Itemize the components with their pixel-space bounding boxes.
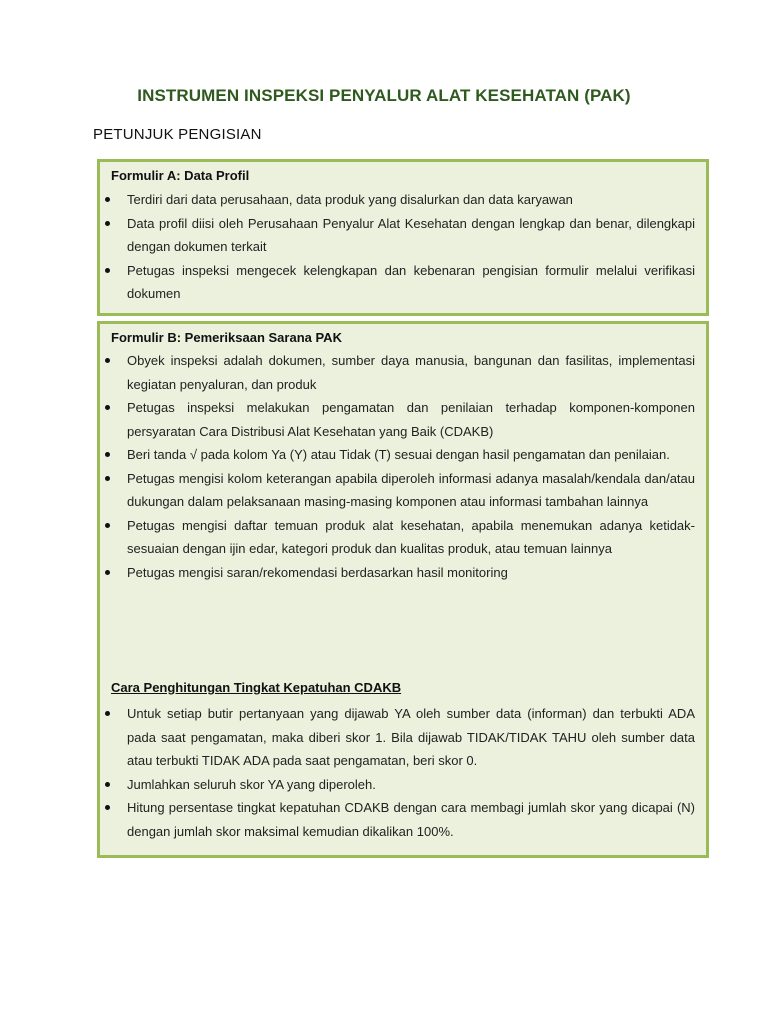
list-item-text: Petugas mengisi kolom keterangan apabila diperoleh informasi adanya masalah/kendala dan/atau dukungan dalam pelaksanaan masing-masing komponen atau informasi tambahan lainnya <box>127 470 695 509</box>
bullet-icon <box>105 358 110 363</box>
list-item <box>100 773 704 797</box>
list-item-text: Obyek inspeksi adalah dokumen, sumber daya manusia, bangunan dan fasilitas, implementasi kegiatan penyaluran, dan produk <box>127 353 695 392</box>
bullet-icon <box>105 570 110 575</box>
list-item <box>100 443 704 467</box>
bullet-icon <box>105 405 110 410</box>
form-a-heading: Formulir A: Data Profil <box>111 168 250 183</box>
form-b-box <box>97 321 709 858</box>
list-item <box>100 514 704 561</box>
list-item-text: Data profil diisi oleh Perusahaan Penyalur Alat Kesehatan dengan lengkap dan benar, dilengkapi dengan dokumen terkait <box>127 215 695 254</box>
list-item <box>100 188 704 212</box>
calculation-heading: Cara Penghitungan Tingkat Kepatuhan CDAKB <box>111 680 402 695</box>
list-item-text: Hitung persentase tingkat kepatuhan CDAKB dengan cara membagi jumlah skor yang dicapai (N) dengan jumlah skor maksimal kemudian dikalikan 100%. <box>127 800 695 839</box>
list-item-text: Petugas inspeksi melakukan pengamatan dan penilaian terhadap komponen-komponen persyaratan Cara Distribusi Alat Kesehatan yang Baik (CDAKB) <box>127 400 695 439</box>
list-item <box>100 396 704 443</box>
form-a-list <box>100 188 704 306</box>
bullet-icon <box>105 221 110 226</box>
form-a-box <box>97 159 709 316</box>
list-item <box>100 349 704 396</box>
bullet-icon <box>105 476 110 481</box>
bullet-icon <box>105 782 110 787</box>
bullet-icon <box>105 197 110 202</box>
calculation-list <box>100 702 704 843</box>
list-item <box>100 561 704 585</box>
list-item-text: Petugas mengisi saran/rekomendasi berdasarkan hasil monitoring <box>127 564 508 580</box>
bullet-icon <box>105 268 110 273</box>
bullet-icon <box>105 805 110 810</box>
list-item-text: Untuk setiap butir pertanyaan yang dijawab YA oleh sumber data (informan) dan terbukti ADA pada saat pengamatan, maka diberi skor 1. Bila dijawab TIDAK/TIDAK TAHU oleh sumber data atau terbukti TIDAK ADA pada saat pengamatan, beri skor 0. <box>127 706 695 768</box>
section-heading: PETUNJUK PENGISIAN <box>93 126 262 143</box>
document-title: INSTRUMEN INSPEKSI PENYALUR ALAT KESEHATAN (PAK) <box>137 86 631 105</box>
form-b-heading: Formulir B: Pemeriksaan Sarana PAK <box>111 330 342 345</box>
list-item-text: Petugas inspeksi mengecek kelengkapan dan kebenaran pengisian formulir melalui verifikasi dokumen <box>127 262 695 301</box>
list-item <box>100 212 704 259</box>
list-item-text: Beri tanda √ pada kolom Ya (Y) atau Tidak (T) sesuai dengan hasil pengamatan dan penilaian. <box>127 447 670 462</box>
list-item-text: Terdiri dari data perusahaan, data produk yang disalurkan dan data karyawan <box>127 192 573 207</box>
list-item <box>100 259 704 306</box>
bullet-icon <box>105 452 110 457</box>
bullet-icon <box>105 523 110 528</box>
list-item-text: Jumlahkan seluruh skor YA yang diperoleh. <box>127 776 376 792</box>
form-b-list <box>100 349 704 584</box>
list-item <box>100 796 704 843</box>
bullet-icon <box>105 711 110 716</box>
list-item-text: Petugas mengisi daftar temuan produk alat kesehatan, apabila menemukan adanya ketidak-sesuaian dengan ijin edar, kategori produk dan kualitas produk, atau temuan lainnya <box>127 517 695 556</box>
list-item <box>100 702 704 773</box>
list-item <box>100 467 704 514</box>
